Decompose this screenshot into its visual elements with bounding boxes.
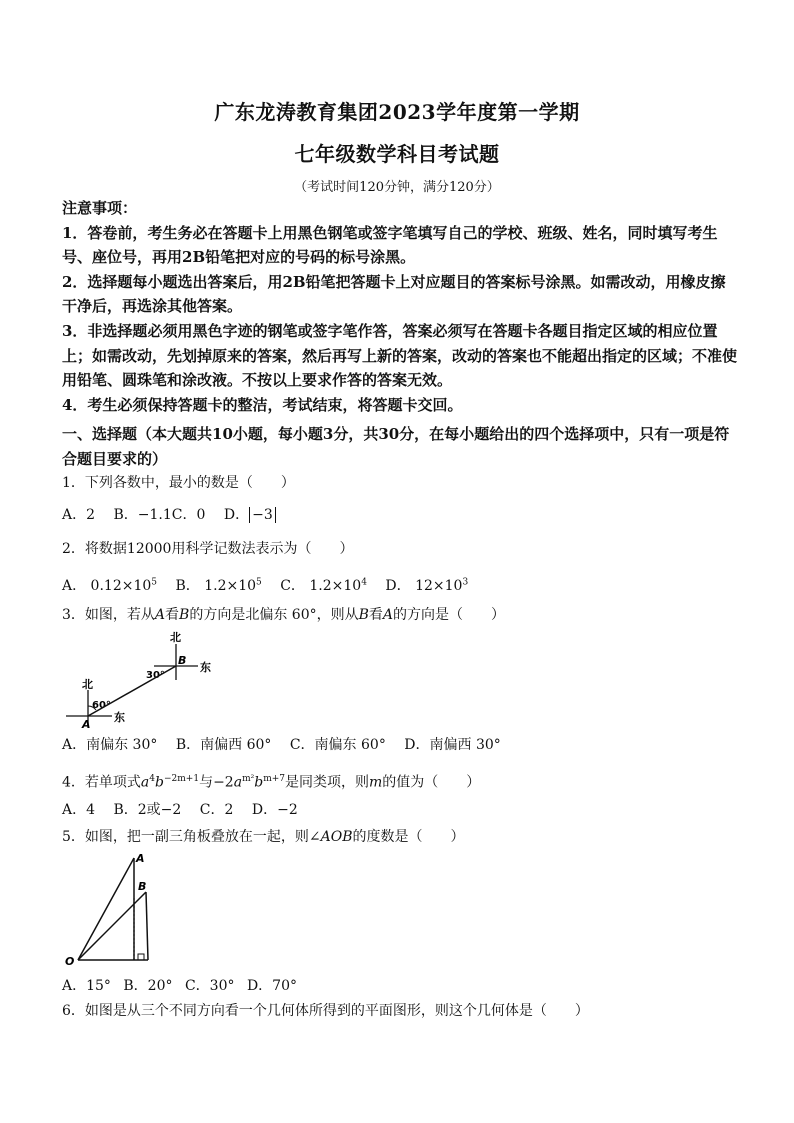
q2-option-b: B． $1.2\times 10^5$ bbox=[175, 577, 262, 594]
a-east-label: 东 bbox=[114, 711, 125, 724]
notes-item-3: 3．非选择题必须用黑色字迹的钢笔或签字笔作答，答案必须写在答题卡各题目指定区域的相应位置上；如需改动，先划掉原来的答案，然后再写上新的答案，改动的答案也不能超出指定的区域；不准使用铅笔、圆珠笔和涂改液。不按以上要求作答的答案无效。 bbox=[62, 321, 738, 390]
q2-option-c: C． $1.2\times 10^4$ bbox=[280, 577, 367, 594]
b-point-label: B bbox=[178, 654, 187, 667]
q3-option-b: B．南偏西 60° bbox=[175, 737, 272, 753]
q3-option-c: C．南偏东 60° bbox=[289, 737, 386, 753]
notes-item-4: 4．考生必须保持答题卡的整洁，考试结束，将答题卡交回。 bbox=[62, 395, 463, 414]
q3-options bbox=[62, 735, 515, 755]
q5-option-a: A．15° bbox=[62, 978, 111, 994]
q1-option-b: B．−1.1 bbox=[113, 507, 172, 523]
q2-option-a: A． $0.12\times 10^5$ bbox=[62, 577, 158, 594]
b-east-label: 东 bbox=[200, 661, 211, 674]
a-north-label: 北 bbox=[82, 678, 93, 691]
q2-options bbox=[62, 572, 482, 596]
q4-option-a: A．4 bbox=[62, 802, 96, 818]
q2-stem: 2．将数据12000用科学记数法表示为（ ） bbox=[62, 541, 354, 557]
q1-abs-value: −3 bbox=[249, 507, 276, 523]
q2-option-d: D． $12\times 10^3$ bbox=[385, 577, 469, 594]
q5-option-d: D．70° bbox=[246, 978, 297, 994]
section-1-heading: 一、选择题（本大题共10小题，每小题3分，共30分，在每小题给出的四个选择项中，只有一项是符合题目要求的） bbox=[62, 425, 730, 468]
a-angle-label: 60° bbox=[92, 700, 111, 711]
q5-label-o: O bbox=[65, 955, 75, 968]
q1-options bbox=[62, 505, 290, 525]
right-angle-mark bbox=[138, 954, 144, 960]
a-point-label: A bbox=[82, 718, 91, 731]
q3-option-a: A．南偏东 30° bbox=[62, 737, 158, 753]
q4-option-d: D．−2 bbox=[251, 802, 298, 818]
q3-direction-figure bbox=[62, 628, 222, 732]
q4-stem: 4．若单项式$a^4b^{-2m+1}$与$-2a^{m^2}b^{m+7}$是同类项，则m的值为（ ） bbox=[62, 774, 481, 791]
q4-options bbox=[62, 800, 312, 820]
q5-options bbox=[62, 976, 311, 996]
notes-item-2: 2．选择题每小题选出答案后，用2B铅笔把答题卡上对应题目的答案标号涂黑。如需改动，用橡皮擦干净后，再选涂其他答案。 bbox=[62, 272, 726, 316]
q1-stem: 1．下列各数中，最小的数是（ ） bbox=[62, 475, 295, 491]
q5-label-b: B bbox=[138, 880, 147, 893]
notes-item-1: 1．答卷前，考生务必在答题卡上用黑色钢笔或签字笔填写自己的学校、班级、姓名，同时填写考生号、座位号，再用2B铅笔把对应的号码的标号涂黑。 bbox=[62, 223, 718, 267]
b-angle-label: 30° bbox=[146, 670, 165, 681]
q5-option-c: C．30° bbox=[184, 978, 235, 994]
b-vertical-edge bbox=[146, 892, 148, 960]
q6-stem: 6．如图是从三个不同方向看一个几何体所得到的平面图形，则这个几何体是（ ） bbox=[62, 1003, 589, 1019]
exam-info: （考试时间120分钟，满分120分） bbox=[294, 180, 500, 195]
notes-heading: 注意事项： bbox=[62, 199, 138, 217]
q4-option-b: B．2或−2 bbox=[113, 802, 182, 818]
notes-section bbox=[62, 196, 738, 417]
q5-triangle-figure bbox=[62, 850, 162, 970]
q3-stem: 3．如图，若从A看B的方向是北偏东 60°，则从B看A的方向是（ ） bbox=[62, 607, 506, 623]
q4-option-c: C．2 bbox=[199, 802, 234, 818]
ob-edge bbox=[78, 892, 146, 960]
q1-option-c: C．0 bbox=[171, 507, 206, 523]
exam-title: 广东龙涛教育集团2023学年度第一学期 bbox=[214, 100, 580, 124]
b-north-label: 北 bbox=[170, 631, 181, 644]
q1-option-d: D． −3 bbox=[224, 507, 276, 523]
q5-option-b: B．20° bbox=[123, 978, 173, 994]
ab-line bbox=[88, 666, 176, 716]
q5-label-a: A bbox=[136, 852, 145, 865]
exam-subtitle: 七年级数学科目考试题 bbox=[294, 142, 500, 166]
oa-edge bbox=[78, 858, 134, 960]
q1-option-a: A．2 bbox=[62, 507, 96, 523]
q5-stem: 5．如图，把一副三角板叠放在一起，则∠AOB的度数是（ ） bbox=[62, 829, 465, 845]
q3-option-d: D．南偏西 30° bbox=[404, 737, 501, 753]
